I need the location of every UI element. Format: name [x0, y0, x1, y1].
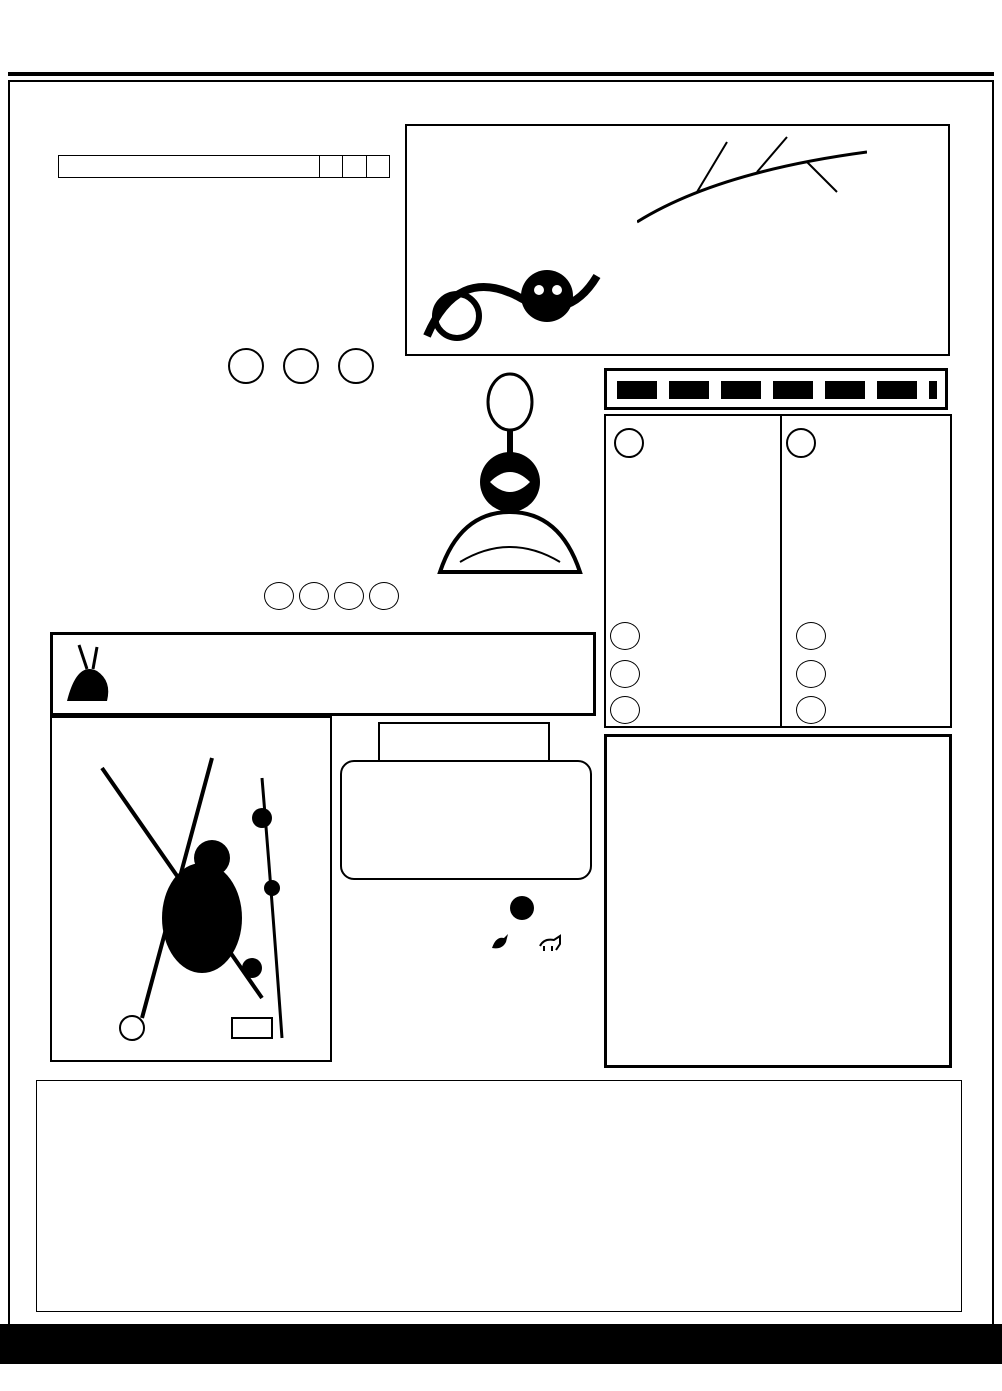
dot-chart-box	[36, 1080, 962, 1312]
treasure-scroll	[340, 760, 592, 880]
tree-branch-icon	[637, 132, 867, 232]
bet-buy-pick-1	[796, 622, 826, 650]
bet-open-pick-2	[610, 660, 640, 688]
special-number-2	[283, 348, 319, 384]
motto-bar	[50, 632, 596, 716]
stripe-banner	[604, 368, 948, 410]
special-numbers	[228, 348, 374, 390]
rooster-icon	[488, 932, 512, 952]
master-figure-icon	[420, 362, 600, 582]
right-banner	[962, 112, 988, 1342]
bet-divider	[780, 416, 782, 726]
chart-row-a	[259, 1239, 959, 1257]
left-banner	[10, 112, 36, 1342]
bet-box	[604, 414, 952, 728]
luck-dot-icon	[510, 896, 534, 920]
zeng-box	[604, 734, 952, 1068]
bet-open-mark	[614, 428, 644, 458]
provide-number-3	[334, 582, 364, 610]
provide-number-1	[264, 582, 294, 610]
provide-number-4	[369, 582, 399, 610]
logo-box	[405, 124, 950, 356]
ox-mascot-icon	[417, 236, 607, 346]
rabbit-icon	[57, 641, 117, 711]
special-number-3	[338, 348, 374, 384]
header-rule	[8, 72, 994, 76]
col-best	[319, 156, 342, 178]
bet-buy-pick-2	[796, 660, 826, 688]
col-extra	[366, 156, 389, 178]
painting-box	[50, 716, 332, 1062]
top-banner	[12, 90, 982, 112]
goat-icon	[538, 932, 564, 952]
col-weak	[343, 156, 366, 178]
stats-table	[58, 155, 390, 178]
bet-buy-pick-3	[796, 696, 826, 724]
stripe-fill	[617, 381, 937, 399]
monkey-painting-icon	[62, 738, 322, 1058]
bet-buy-mark	[786, 428, 816, 458]
bet-buy-title	[786, 428, 816, 463]
provide-number-2	[299, 582, 329, 610]
bet-open-pick-1	[610, 622, 640, 650]
footer-bar	[0, 1324, 1002, 1364]
treasure-title-box	[378, 722, 550, 762]
chart-row-c	[259, 1291, 959, 1309]
chart-row-b	[259, 1265, 959, 1283]
provide-numbers	[264, 582, 399, 614]
col-gate	[59, 156, 320, 178]
special-number-1	[228, 348, 264, 384]
bet-open-pick-3	[610, 696, 640, 724]
dot-chart	[37, 1081, 961, 1231]
bet-open-title	[614, 428, 644, 463]
